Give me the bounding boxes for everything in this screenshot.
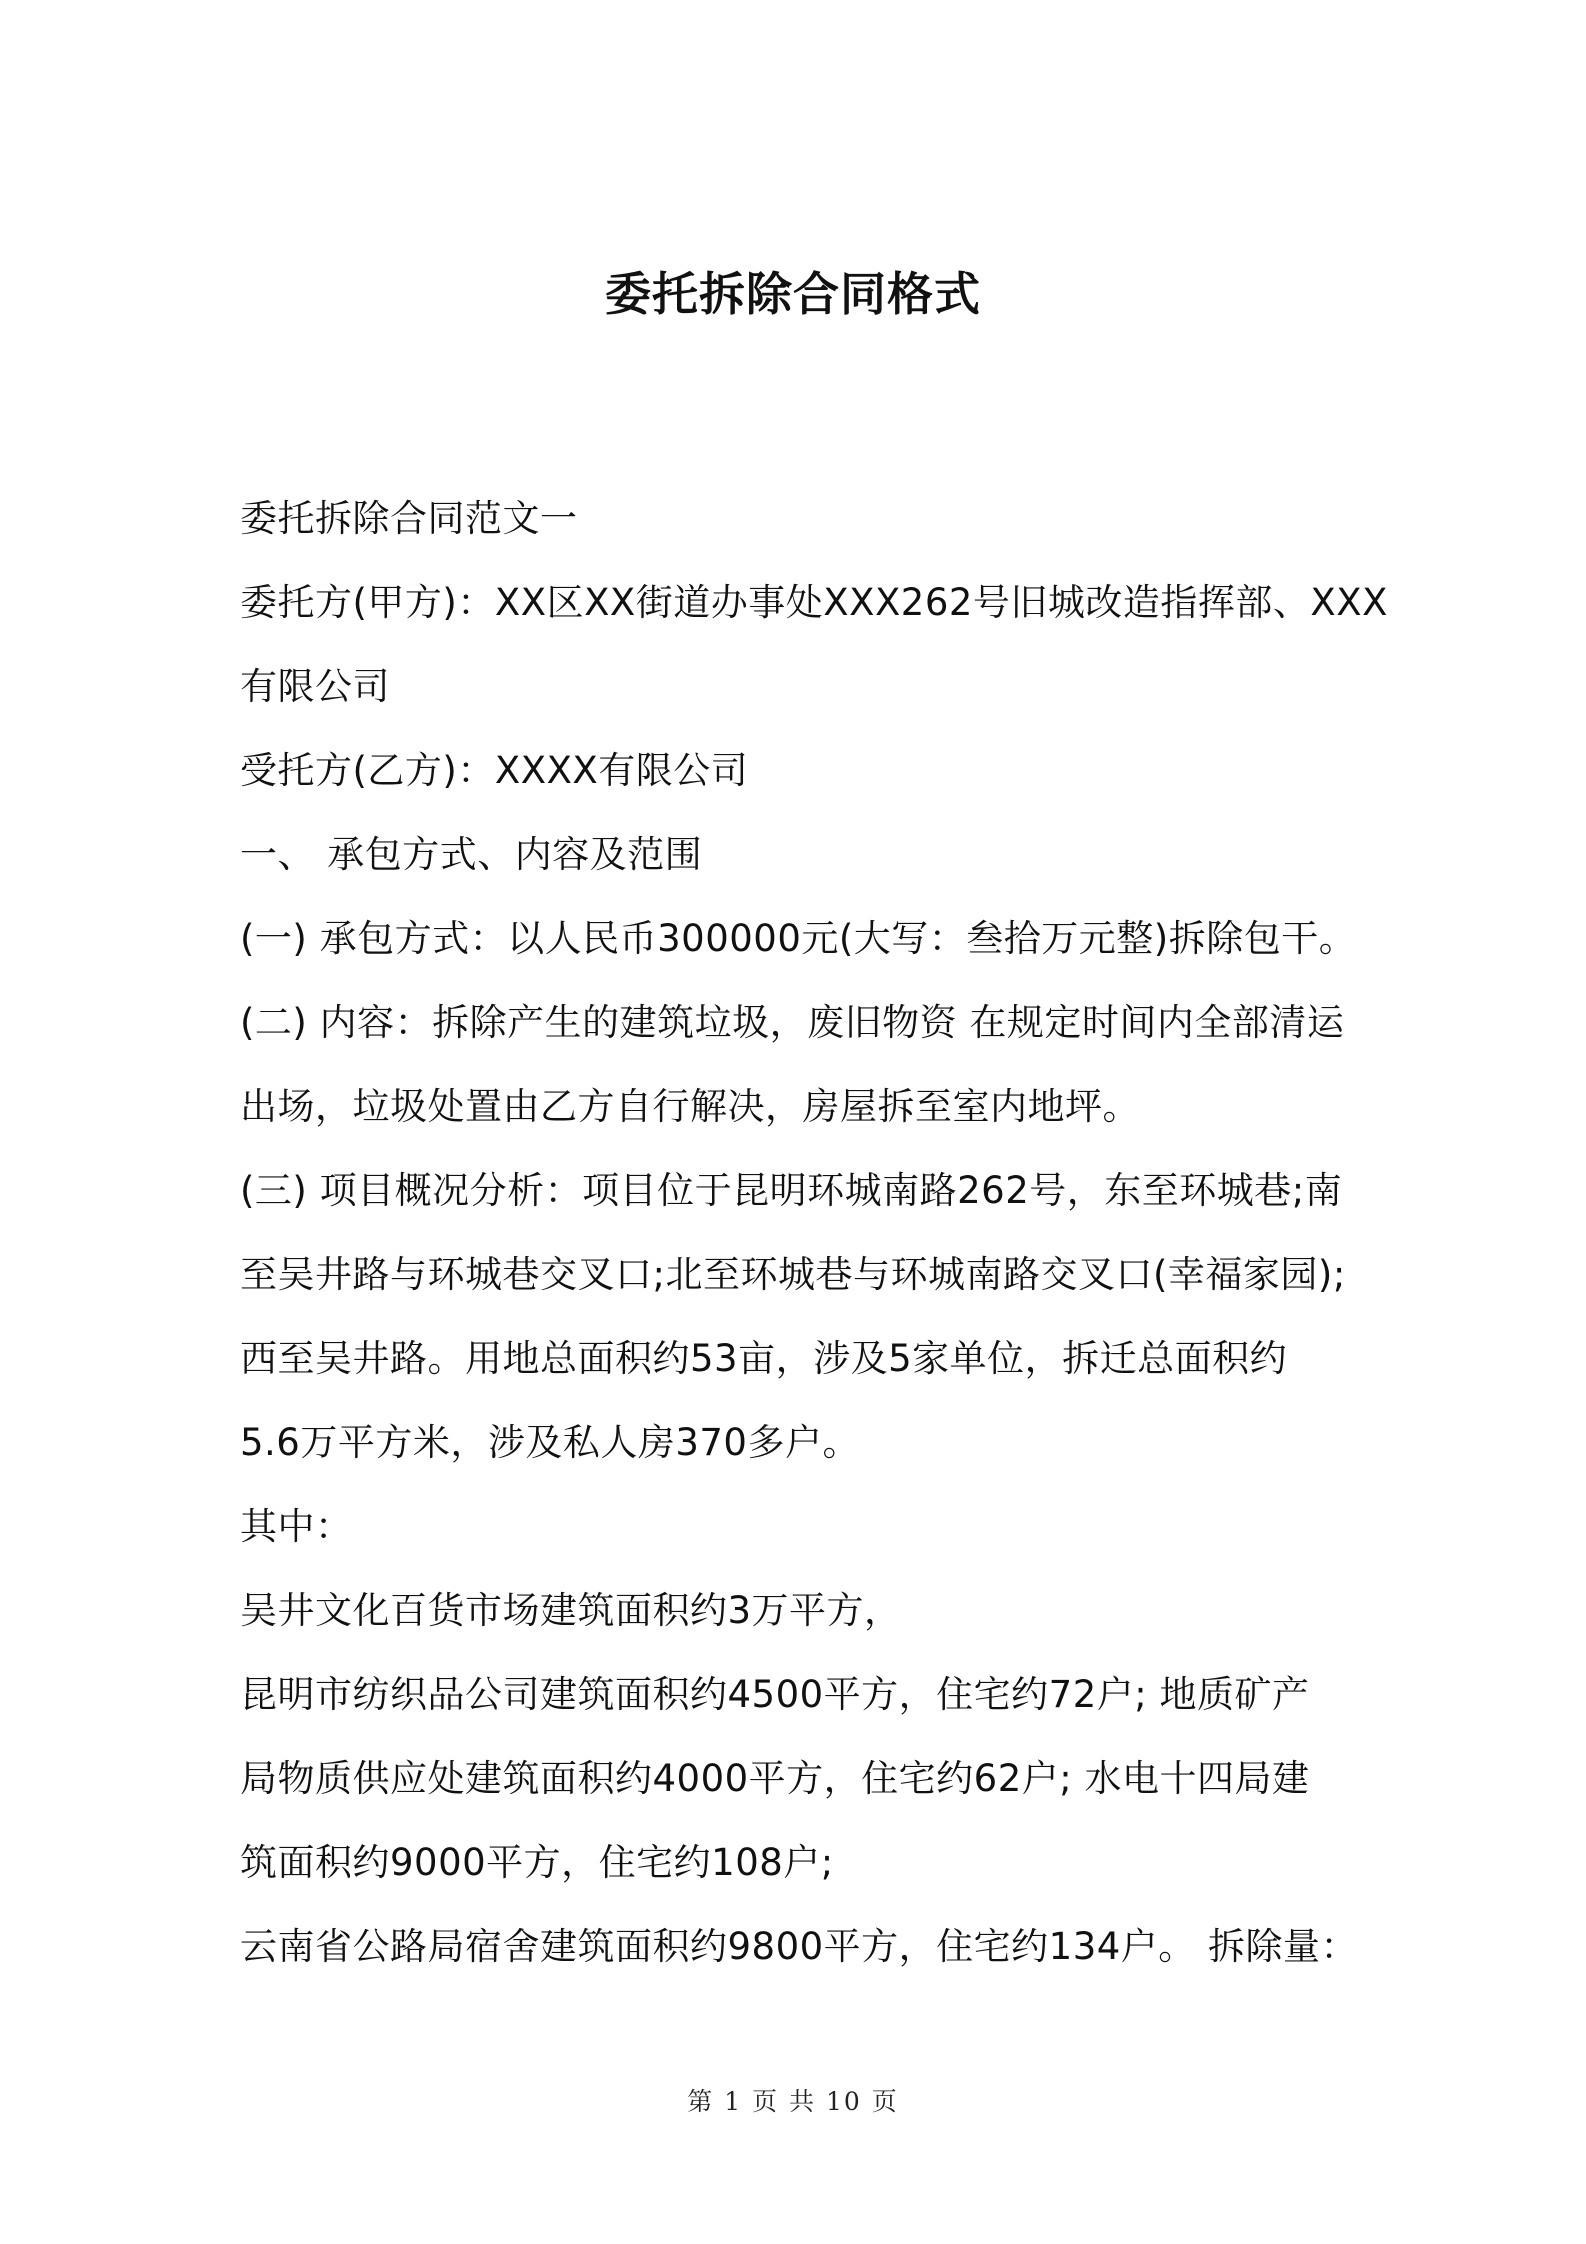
paragraph-line: (二) 内容：拆除产生的建筑垃圾，废旧物资 在规定时间内全部清运 <box>240 1001 1345 1044</box>
paragraph-line: 委托方(甲方)：XX区XX街道办事处XXX262号旧城改造指挥部、XXX <box>240 581 1388 624</box>
paragraph-line: 一、 承包方式、内容及范围 <box>240 833 703 876</box>
paragraph-line: 5.6万平方米，涉及私人房370多户。 <box>240 1421 860 1464</box>
paragraph-line: 筑面积约9000平方，住宅约108户; <box>240 1841 834 1884</box>
document-body <box>240 488 1388 2000</box>
paragraph-line: 云南省公路局宿舍建筑面积约9800平方，住宅约134户。 拆除量： <box>240 1925 1359 1968</box>
paragraph-line: (三) 项目概况分析：项目位于昆明环城南路262号，东至环城巷;南 <box>240 1169 1343 1212</box>
document-title: 委托拆除合同格式 <box>605 267 981 321</box>
paragraph-line: 吴井文化百货市场建筑面积约3万平方， <box>240 1589 902 1632</box>
paragraph-line: 局物质供应处建筑面积约4000平方，住宅约62户; 水电十四局建 <box>240 1757 1310 1800</box>
paragraph-line: 出场，垃圾处置由乙方自行解决，房屋拆至室内地坪。 <box>240 1085 1140 1128</box>
paragraph-line: 有限公司 <box>240 665 390 708</box>
page-number-footer: 第 1 页 共 10 页 <box>687 2087 899 2116</box>
paragraph-line: 委托拆除合同范文一 <box>240 497 578 540</box>
paragraph-line: (一) 承包方式：以人民币300000元(大写：叁拾万元整)拆除包干。 <box>240 917 1357 960</box>
paragraph-line: 受托方(乙方)：XXXX有限公司 <box>240 749 749 792</box>
paragraph-line: 至吴井路与环城巷交叉口;北至环城巷与环城南路交叉口(幸福家园); <box>240 1253 1346 1296</box>
paragraph-line: 昆明市纺织品公司建筑面积约4500平方，住宅约72户; 地质矿产 <box>240 1673 1310 1716</box>
paragraph-line: 其中： <box>240 1505 353 1548</box>
paragraph-line: 西至吴井路。用地总面积约53亩，涉及5家单位，拆迁总面积约 <box>240 1337 1288 1380</box>
